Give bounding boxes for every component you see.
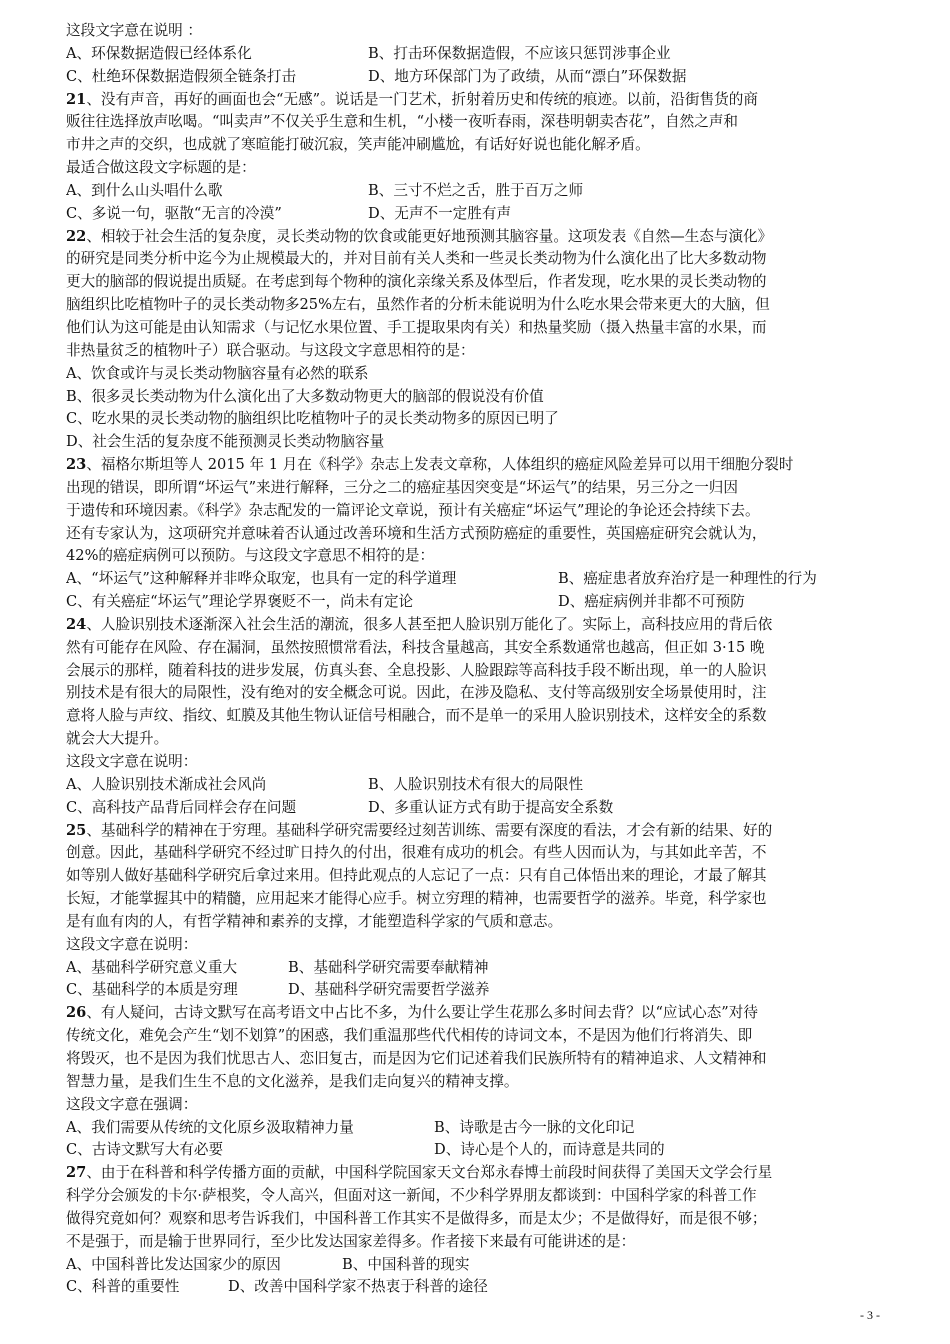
option-row xyxy=(66,568,896,591)
option-b: B、癌症患者放弃治疗是一种理性的行为 xyxy=(558,570,817,588)
option-row xyxy=(66,43,896,66)
question-22-line: 他们认为这可能是由认知需求（与记忆水果位置、手工提取果肉有关）和热量奖励（摄入热量丰富的水果，而 xyxy=(66,318,767,336)
option-b: B、很多灵长类动物为什么演化出了大多数动物更大的脑部的假说没有价值 xyxy=(66,387,544,405)
option-a: A、饮食或许与灵长类动物脑容量有必然的联系 xyxy=(66,364,369,382)
question-23-line: 还有专家认为，这项研究并意味着否认通过改善环境和生活方式预防癌症的重要性，英国癌症研究会就认为， xyxy=(66,524,767,542)
question-prompt: 最适合做这段文字标题的是： xyxy=(66,159,256,177)
question-prompt: 这段文字意在强调： xyxy=(66,1095,198,1113)
option-row xyxy=(66,957,896,980)
option-row xyxy=(66,1254,896,1277)
question-27-line: 不是强于，而是输于世界同行，至少比发达国家差得多。作者接下来最有可能讲述的是： xyxy=(66,1232,636,1250)
question-21-line: 市井之声的交织，也成就了寒暄能打破沉寂，笑声能冲刷尴尬，有话好好说也能化解矛盾。 xyxy=(66,136,650,154)
question-21-line: 贩往往选择放声吆喝。“叫卖声”不仅关乎生意和生机，“小楼一夜听春雨，深巷明朝卖杏花”，自然之声和 xyxy=(66,113,738,131)
question-24-line: 会展示的那样，随着科技的进步发展，仿真头套、全息投影、人脸跟踪等高科技手段不断出现，单一的人脸识 xyxy=(66,661,767,679)
question-25-line: 是有血有肉的人，有哲学精神和素养的支撑，才能塑造科学家的气质和意志。 xyxy=(66,912,563,930)
option-c: C、高科技产品背后同样会存在问题 xyxy=(66,798,297,816)
option-row xyxy=(66,774,896,797)
question-21-line: 21、没有声音，再好的画面也会“无感”。说话是一门艺术，折射着历史和传统的痕迹。以前，沿街售货的商 xyxy=(66,90,758,108)
question-26-line: 传统文化，难免会产生“划不划算”的困惑，我们重温那些代代相传的诗词文本，不是因为他们行将消失、即 xyxy=(66,1027,753,1045)
option-row xyxy=(66,203,896,226)
option-a: A、到什么山头唱什么歌 xyxy=(66,181,223,199)
question-prompt: 这段文字意在说明： xyxy=(66,753,198,770)
question-22-line: 更大的脑部的假说提出质疑。在考虑到每个物种的演化亲缘关系及体型后，作者发现，吃水果的灵长类动物的 xyxy=(66,273,767,291)
question-prompt: 这段文字意在说明 ： xyxy=(66,22,202,39)
question-number: 24 xyxy=(66,615,87,633)
question-number: 22 xyxy=(66,227,87,245)
option-a: A、中国科普比发达国家少的原因 xyxy=(66,1255,281,1273)
option-b: B、人脸识别技术有很大的局限性 xyxy=(368,775,584,793)
question-27-line: 做得究竟如何？观察和思考告诉我们，中国科普工作其实不是做得多，而是太少；不是做得好，而是很不够； xyxy=(66,1209,767,1227)
question-24-line: 别技术是有很大的局限性，没有绝对的安全概念可说。因此，在涉及隐私、支付等高级别安全场景使用时，注 xyxy=(66,684,767,702)
option-d: D、无声不一定胜有声 xyxy=(368,204,512,222)
option-c: C、古诗文默写大有必要 xyxy=(66,1141,224,1159)
question-26-line: 26、有人疑问，古诗文默写在高考语文中占比不多，为什么要让学生花那么多时间去背？以“应试心态”对待 xyxy=(66,1004,758,1022)
option-c: C、多说一句，驱散“无言的冷漠” xyxy=(66,204,282,222)
option-d: D、地方环保部门为了政绩，从而“漂白”环保数据 xyxy=(368,67,687,85)
option-a: A、基础科学研究意义重大 xyxy=(66,958,238,976)
option-b: B、打击环保数据造假，不应该只惩罚涉事企业 xyxy=(368,44,671,62)
question-prompt: 这段文字意在说明： xyxy=(66,935,198,953)
question-25-line: 如等别人做好基础科学研究后拿过来用。但持此观点的人忘记了一点：只有自己体悟出来的理论，才最了解其 xyxy=(66,867,767,885)
question-25-line: 创意。因此，基础科学研究不经过旷日持久的付出，很难有成功的机会。有些人因而认为，与其如此辛苦，不 xyxy=(66,844,767,862)
option-row xyxy=(66,180,896,203)
option-row xyxy=(66,66,896,89)
question-25-line: 长短，才能掌握其中的精髓，应用起来才能得心应手。树立穷理的精神，也需要哲学的滋养。毕竟，科学家也 xyxy=(66,890,767,908)
option-c: C、科普的重要性 xyxy=(66,1278,180,1296)
question-25-line: 25、基础科学的精神在于穷理。基础科学研究需要经过刻苦训练、需要有深度的看法，才会有新的结果、好的 xyxy=(66,821,773,839)
option-a: A、我们需要从传统的文化原乡汲取精神力量 xyxy=(66,1118,354,1136)
question-number: 26 xyxy=(66,1004,87,1022)
question-23-line: 42%的癌症病例可以预防。与这段文字意思不相符的是： xyxy=(66,547,435,565)
option-d: D、多重认证方式有助于提高安全系数 xyxy=(368,798,614,816)
question-number: 25 xyxy=(66,821,87,839)
option-d: D、改善中国科学家不热衷于科普的途径 xyxy=(228,1278,488,1296)
option-a: A、“坏运气”这种解释并非哗众取宠，也具有一定的科学道理 xyxy=(66,570,457,588)
option-row xyxy=(66,591,896,614)
option-c: C、基础科学的本质是穷理 xyxy=(66,981,238,999)
option-d: D、癌症病例并非都不可预防 xyxy=(558,593,745,611)
option-b: B、诗歌是古今一脉的文化印记 xyxy=(434,1118,635,1136)
option-c: C、吃水果的灵长类动物的脑组织比吃植物叶子的灵长类动物多的原因已明了 xyxy=(66,410,559,428)
option-d: D、诗心是个人的，而诗意是共同的 xyxy=(434,1141,665,1159)
option-row xyxy=(66,1276,896,1299)
page-content xyxy=(66,20,896,1299)
question-23-line: 23、福格尔斯坦等人 2015 年 1 月在《科学》杂志上发表文章称，人体组织的癌症风险差异可以用干细胞分裂时 xyxy=(66,456,794,474)
option-a: A、人脸识别技术渐成社会风尚 xyxy=(66,775,267,793)
page-number: - 3 - xyxy=(860,1308,880,1322)
option-d: D、社会生活的复杂度不能预测灵长类动物脑容量 xyxy=(66,433,385,451)
question-22-line: 非热量贫乏的植物叶子）联合驱动。与这段文字意思相符的是： xyxy=(66,341,475,359)
question-22-line: 的研究是同类分析中迄今为止规模最大的，并对目前有关人类和一些灵长类动物为什么演化出了比大多数动物 xyxy=(66,250,767,268)
question-24-line: 然有可能存在风险、存在漏洞，虽然按照惯常看法，科技含量越高，其安全系数通常也越高，但正如 3·15 晚 xyxy=(66,638,765,656)
option-c: C、杜绝环保数据造假须全链条打击 xyxy=(66,67,297,85)
question-24-line: 就会大大提升。 xyxy=(66,730,169,748)
question-27-line: 27、由于在科普和科学传播方面的贡献，中国科学院国家天文台郑永春博士前段时间获得了美国天文学会行星 xyxy=(66,1164,773,1182)
question-26-line: 智慧力量，是我们生生不息的文化滋养，是我们走向复兴的精神支撑。 xyxy=(66,1072,519,1090)
option-a: A、环保数据造假已经体系化 xyxy=(66,44,252,62)
question-26-line: 将毁灭，也不是因为我们忧思古人、恋旧复古，而是因为它们记述着我们民族所特有的精神追求、人文精神和 xyxy=(66,1049,767,1067)
question-24-line: 意将人脸与声纹、指纹、虹膜及其他生物认证信号相融合，而不是单一的采用人脸识别技术，这样安全的系数 xyxy=(66,707,767,725)
question-number: 23 xyxy=(66,456,87,474)
question-number: 21 xyxy=(66,90,87,108)
option-row xyxy=(66,1117,896,1140)
option-b: B、中国科普的现实 xyxy=(342,1255,470,1273)
option-row xyxy=(66,1139,896,1162)
option-b: B、基础科学研究需要奉献精神 xyxy=(288,958,489,976)
question-number: 27 xyxy=(66,1164,87,1182)
question-22-line: 脑组织比吃植物叶子的灵长类动物多25%左右，虽然作者的分析未能说明为什么吃水果会带来更大的大脑，但 xyxy=(66,296,770,314)
question-24-line: 24、人脸识别技术逐渐深入社会生活的潮流，很多人甚至把人脸识别万能化了。实际上，高科技应用的背后依 xyxy=(66,615,773,633)
option-b: B、三寸不烂之舌，胜于百万之师 xyxy=(368,181,584,199)
option-d: D、基础科学研究需要哲学滋养 xyxy=(288,981,490,999)
question-23-line: 于遗传和环境因素。《科学》杂志配发的一篇评论文章说，预计有关癌症“坏运气”理论的争论还会持续下去。 xyxy=(66,501,760,519)
question-22-line: 22、相较于社会生活的复杂度，灵长类动物的饮食或能更好地预测其脑容量。这项发表《自然—生态与演化》 xyxy=(66,227,773,245)
option-row xyxy=(66,797,896,820)
option-row xyxy=(66,979,896,1002)
option-c: C、有关癌症“坏运气”理论学界褒贬不一，尚未有定论 xyxy=(66,593,414,611)
question-27-line: 科学分会颁发的卡尔·萨根奖，令人高兴，但面对这一新闻，不少科学界朋友都谈到：中国科学家的科普工作 xyxy=(66,1187,757,1205)
question-23-line: 出现的错误，即所谓“坏运气”来进行解释，三分之二的癌症基因突变是“坏运气”的结果，另三分之一归因 xyxy=(66,478,738,496)
